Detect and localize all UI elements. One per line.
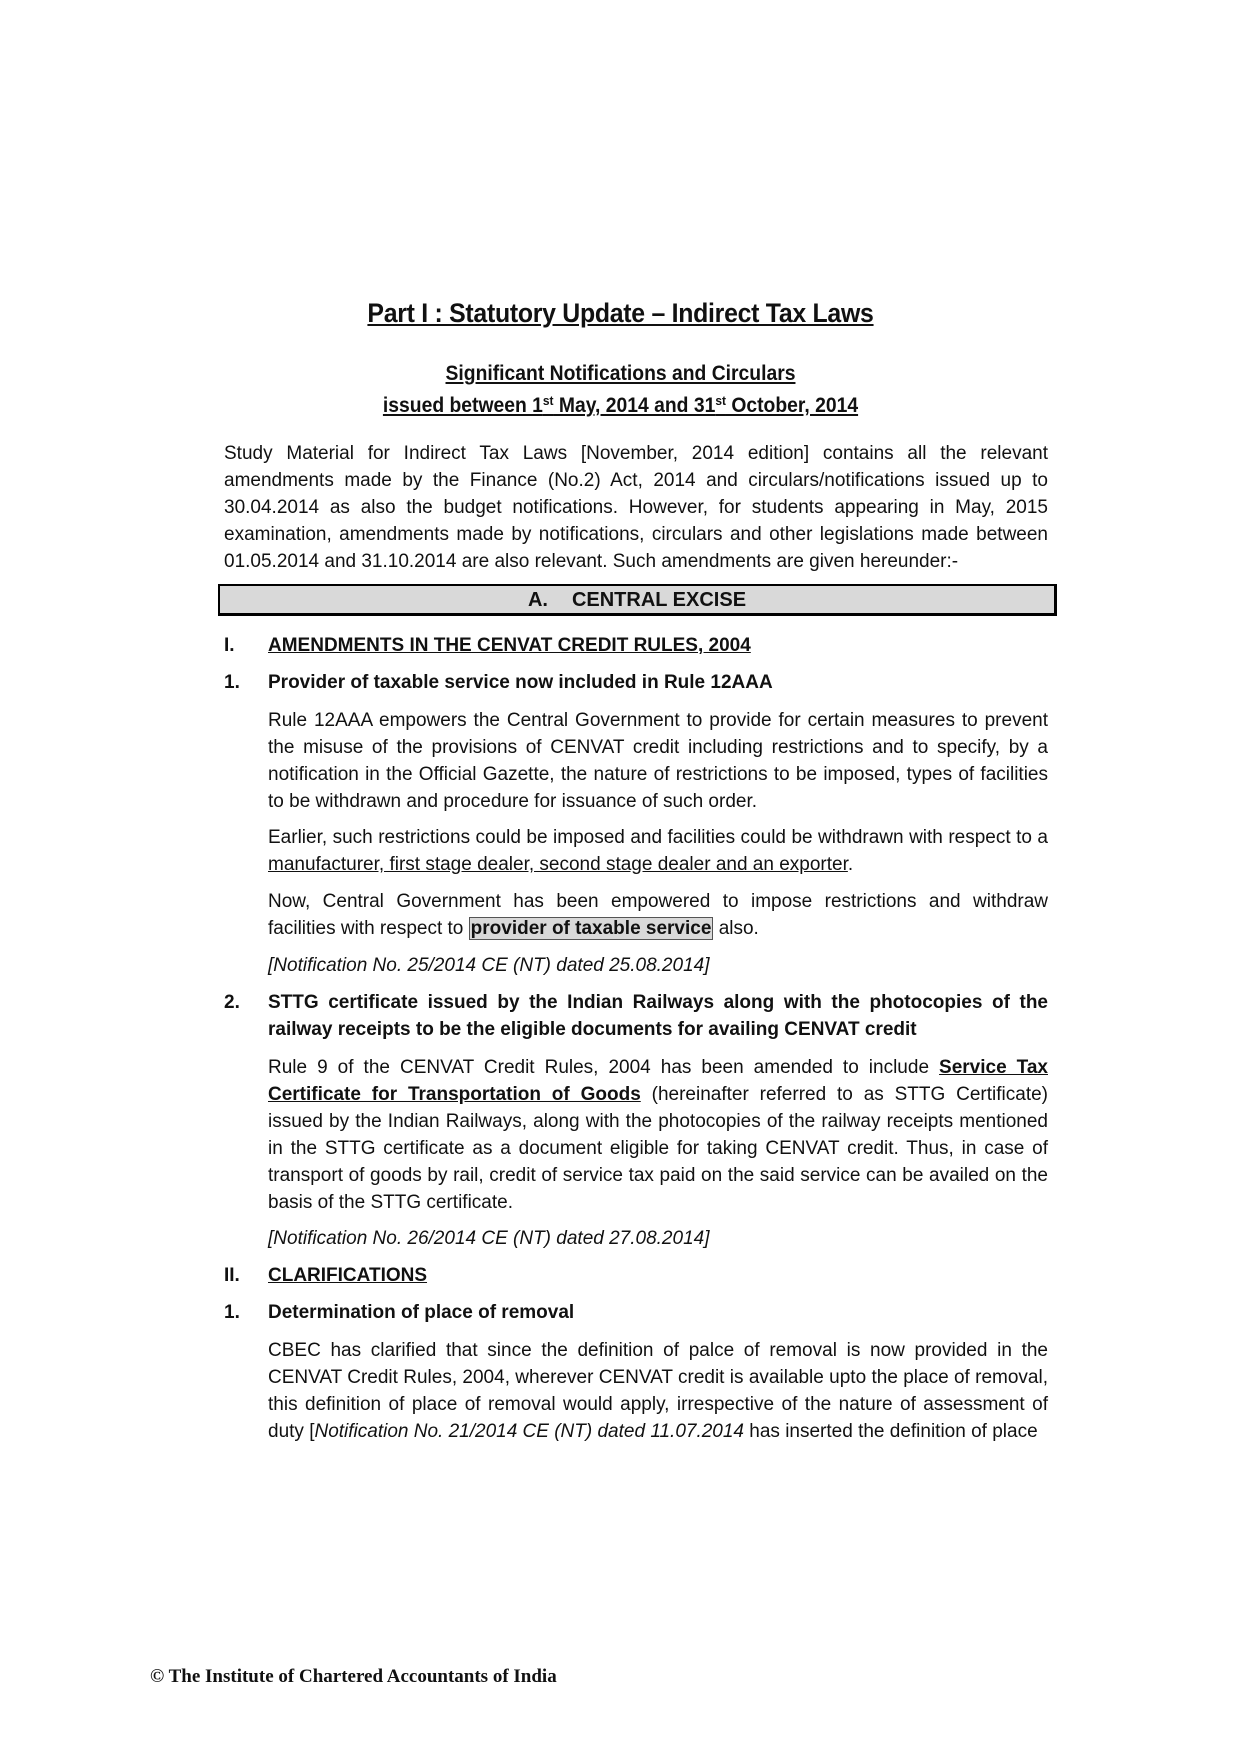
- section-number: II.: [224, 1265, 240, 1286]
- subtitle-text: issued between 1: [382, 394, 543, 417]
- ordinal-suffix: st: [542, 393, 554, 408]
- section-heading: [224, 1262, 427, 1289]
- paragraph-text: (hereinafter referred to as STTG Certificate) issued by the Indian Railways, along with the photocopies of the railway receipts mentioned in the STTG certificate as a document eligible for taking CENVAT credit. Thus, in case of transport of goods by rail, credit of service tax paid on the said service can be availed on the basis of the STTG certificate.: [268, 1084, 1048, 1213]
- section-heading: [224, 632, 751, 659]
- paragraph: [268, 1337, 1048, 1445]
- ordinal-suffix: st: [715, 393, 726, 408]
- subtitle-text: October, 2014: [725, 394, 859, 417]
- paragraph-text: Now, Central Government has been empowered to impose restrictions and withdraw facilities with respect to: [268, 891, 1048, 939]
- page-title: Part I : Statutory Update – Indirect Tax Laws: [367, 298, 874, 328]
- item-title: Determination of place of removal: [268, 1302, 575, 1323]
- banner-letter: A.: [527, 589, 548, 611]
- italic-text: Notification No. 21/2014 CE (NT) dated 11.07.2014: [314, 1421, 744, 1442]
- item-heading: [224, 989, 1048, 1043]
- paragraph: [268, 888, 1048, 942]
- item-number: 1.: [224, 672, 240, 693]
- item-title: STTG certificate issued by the Indian Railways along with the photocopies of the railway receipts to be the eligible documents for availing CENVAT credit: [268, 992, 1048, 1040]
- section-title: CLARIFICATIONS: [268, 1265, 428, 1286]
- paragraph-text: Rule 9 of the CENVAT Credit Rules, 2004 has been amended to include: [268, 1057, 940, 1078]
- paragraph: Rule 12AAA empowers the Central Government to provide for certain measures to prevent the misuse of the provisions of CENVAT credit including restrictions and to specify, by a notification in the Official Gazette, the nature of restrictions to be imposed, types of facilities to be withdrawn and procedure for issuance of such order.: [268, 710, 1048, 812]
- notification-reference: [Notification No. 25/2014 CE (NT) dated 25.08.2014]: [268, 955, 710, 976]
- page-footer: © The Institute of Chartered Accountants of India: [150, 1666, 557, 1687]
- paragraph-text: CBEC has clarified that since the definition of palce of removal is now provided in the CENVAT Credit Rules, 2004, wherever CENVAT credit is available upto the place of removal, this definition of place of removal would apply, irrespective of the nature of assessment of duty [: [268, 1340, 1048, 1442]
- paragraph-text: also.: [713, 918, 759, 939]
- section-title: AMENDMENTS IN THE CENVAT CREDIT RULES, 2004: [268, 635, 751, 656]
- bold-underlined-text: Service Tax Certificate for Transportation of Goods: [268, 1057, 1048, 1105]
- item-number: 2.: [224, 992, 240, 1013]
- item-number: 1.: [224, 1302, 240, 1323]
- item-heading: [224, 669, 1048, 696]
- paragraph-text: .: [847, 854, 854, 875]
- subtitle-text: May, 2014 and 31: [553, 394, 716, 417]
- paragraph-text: Earlier, such restrictions could be imposed and facilities could be withdrawn with respect to a: [268, 827, 1048, 848]
- page-subtitle: [50, 360, 1192, 419]
- intro-paragraph: Study Material for Indirect Tax Laws [November, 2014 edition] contains all the relevant amendments made by the Finance (No.2) Act, 2014 and circulars/notifications issued up to 30.04.2014 as also the budget notifications. However, for students appearing in May, 2015 examination, amendments made by notifications, circulars and other legislations made between 01.05.2014 and 31.10.2014 are also relevant. Such amendments are given hereunder:-: [224, 443, 1048, 572]
- paragraph-text: has inserted the definition of place: [744, 1421, 1038, 1442]
- item-heading: [224, 1299, 1048, 1326]
- paragraph: [268, 824, 1048, 878]
- notification-reference: [Notification No. 26/2014 CE (NT) dated 27.08.2014]: [268, 1228, 710, 1249]
- subtitle-line-2: [50, 387, 1192, 419]
- section-number: I.: [224, 635, 235, 656]
- subtitle-line-1: Significant Notifications and Circulars: [445, 362, 796, 385]
- highlighted-text: provider of taxable service: [470, 918, 712, 939]
- underlined-text: manufacturer, first stage dealer, second stage dealer and an exporter: [268, 854, 848, 875]
- paragraph: [268, 1054, 1048, 1216]
- banner-label: CENTRAL EXCISE: [571, 589, 747, 611]
- section-banner: [218, 584, 1057, 616]
- item-title: Provider of taxable service now included in Rule 12AAA: [268, 672, 773, 693]
